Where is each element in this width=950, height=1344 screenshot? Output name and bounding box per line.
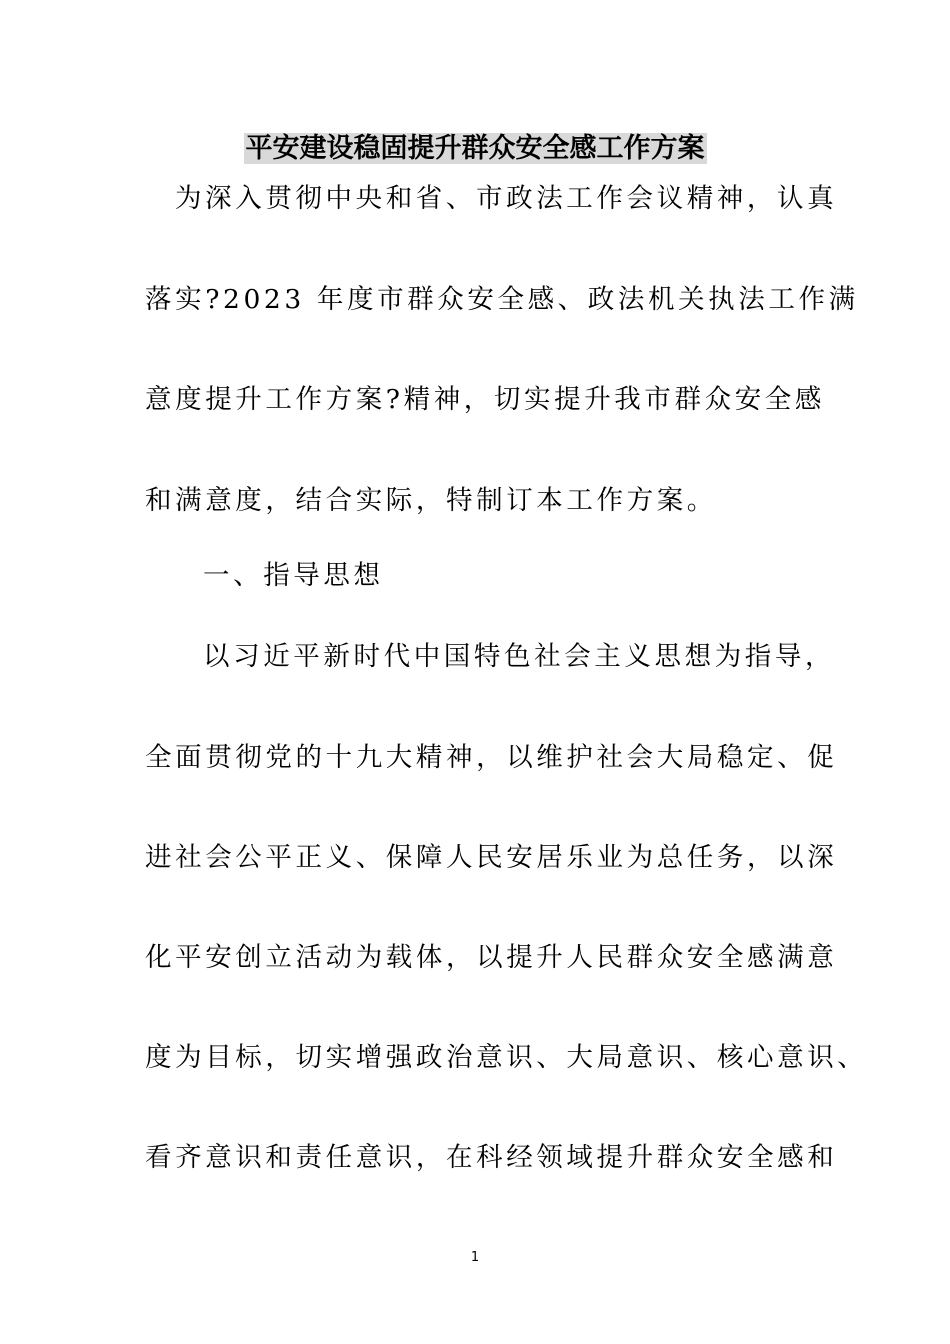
document-title xyxy=(0,131,950,167)
paragraph-line-7: 进社会公平正义、保障人民安居乐业为总任务，以深 xyxy=(145,842,838,873)
page-number: 1 xyxy=(470,1250,480,1265)
paragraph-line-4: 和满意度，结合实际，特制订本工作方案。 xyxy=(145,485,717,516)
paragraph-line-1: 为深入贯彻中央和省、市政法工作会议精神，认真 xyxy=(175,183,838,214)
title-text: 平安建设稳固提升群众安全感工作方案 xyxy=(245,133,705,164)
paragraph-line-8: 化平安创立活动为载体，以提升人民群众安全感满意 xyxy=(145,942,838,973)
paragraph-line-9: 度为目标，切实增强政治意识、大局意识、核心意识、 xyxy=(145,1042,868,1073)
paragraph-line-2: 落实?2023 年度市群众安全感、政法机关执法工作满 xyxy=(145,284,859,315)
paragraph-line-6: 全面贯彻党的十九大精神，以维护社会大局稳定、促 xyxy=(145,742,838,773)
paragraph-line-3: 意度提升工作方案?精神，切实提升我市群众安全感 xyxy=(145,384,826,415)
paragraph-line-10: 看齐意识和责任意识，在科经领域提升群众安全感和 xyxy=(145,1142,838,1173)
section-heading-guiding-ideology: 一、指导思想 xyxy=(203,560,384,591)
paragraph-line-5: 以习近平新时代中国特色社会主义思想为指导， xyxy=(203,641,836,672)
